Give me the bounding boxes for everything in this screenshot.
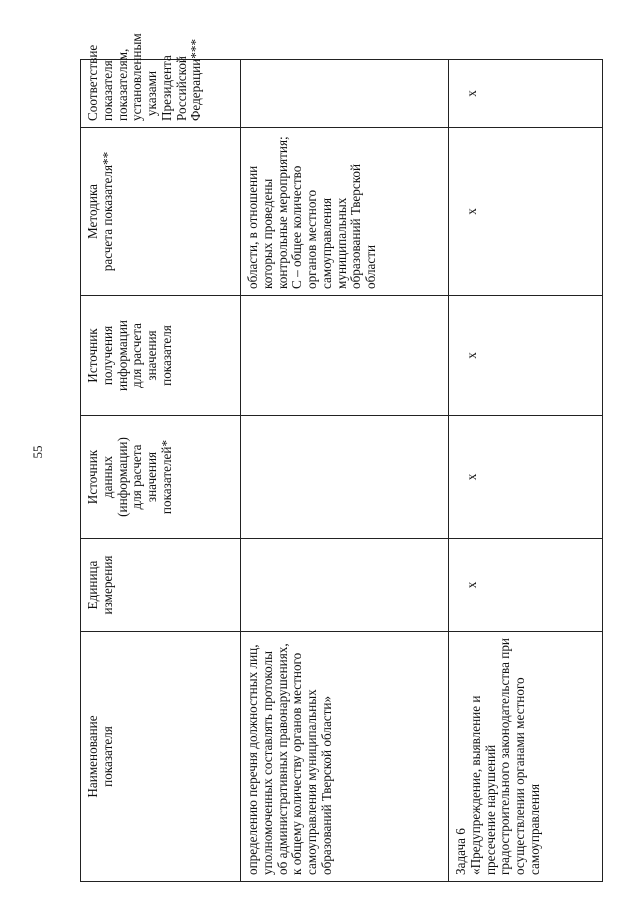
row-1-method: области, в отношении которых проведены контрольные мероприятия; С – общее количество органов местного самоуправления муниципальных образований Тверской области	[241, 128, 449, 296]
header-method: Методика расчета показателя**	[81, 128, 241, 296]
indicators-table	[80, 33, 603, 882]
row-2-method: х	[449, 128, 603, 296]
header-indicator-name: Наименование показателя	[81, 632, 241, 882]
row-2-unit: х	[449, 539, 603, 632]
header-decree: Соответствие показателя показателям, установленным указами Президента Российской Федерации***	[81, 60, 241, 128]
row-2-info-source: х	[449, 296, 603, 416]
table-row	[449, 60, 603, 882]
page-number: 55	[30, 445, 45, 459]
header-data-source: Источник данных (информации) для расчета значения показателей*	[81, 416, 241, 539]
row-2-name: Задача 6 «Предупреждение, выявление и пресечение нарушений градостроительного законодательства при осуществлении органами местного самоуправления	[449, 632, 603, 882]
row-1-info-source	[241, 296, 449, 416]
row-1-unit	[241, 539, 449, 632]
table-row	[241, 60, 449, 882]
header-info-source: Источник получения информации для расчета значения показателя	[81, 296, 241, 416]
rotated-table-container	[80, 33, 603, 882]
row-1-name: определению перечня должностных лиц, уполномоченных составлять протоколы об административных правонарушениях, к общему количеству органов местного самоуправления муниципальных образований Тверской области»	[241, 632, 449, 882]
header-unit: Единица измерения	[81, 539, 241, 632]
row-2-decree: х	[449, 60, 603, 128]
row-1-decree	[241, 60, 449, 128]
row-1-data-source	[241, 416, 449, 539]
table-header-row	[81, 60, 241, 882]
row-2-data-source: х	[449, 416, 603, 539]
